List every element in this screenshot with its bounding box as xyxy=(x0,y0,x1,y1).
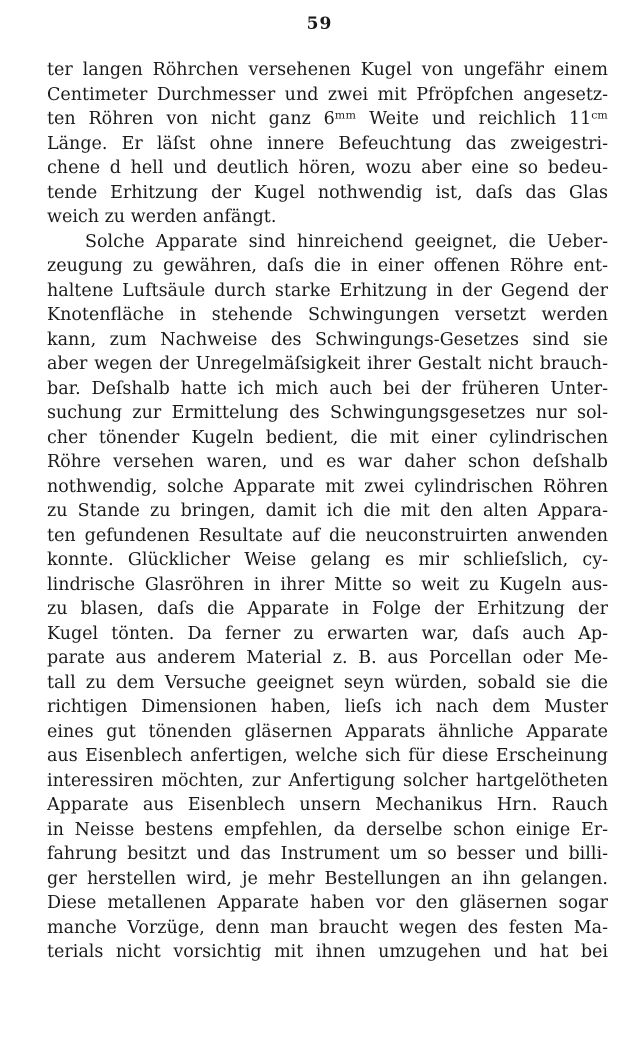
text-line: zu blasen, daſs die Apparate in Folge der Erhitzung der xyxy=(47,599,608,619)
text-line: ter langen Röhrchen versehenen Kugel von ungefähr einem xyxy=(47,60,608,80)
text-line: kann, zum Nachweise des Schwingungs-Gesetzes sind sie xyxy=(47,329,608,350)
text-line: interessiren möchten, zur Anfertigung solcher hartgelötheten xyxy=(47,770,608,791)
text-line: Apparate aus Eisenblech unsern Mechanikus Hrn. Rauch xyxy=(47,795,608,815)
text-line: Kugel tönten. Da ferner zu erwarten war, daſs auch Ap- xyxy=(47,623,608,644)
text-line: in Neisse bestens empfehlen, da derselbe schon einige Er- xyxy=(47,819,608,840)
text-line: zeugung zu gewähren, daſs die in einer offenen Röhre ent- xyxy=(47,256,608,276)
text-line: haltene Luftsäule durch starke Erhitzung in der Gegend der xyxy=(47,280,608,301)
text-line: weich zu werden anfängt. xyxy=(47,207,277,227)
text-line: Röhre versehen waren, und es war daher schon deſshalb xyxy=(47,452,608,472)
text-line: suchung zur Ermittelung des Schwingungsgesetzes nur sol- xyxy=(47,403,608,423)
page-number: 59 xyxy=(306,14,333,34)
text-line: aus Eisenblech anfertigen, welche sich für diese Erscheinung xyxy=(47,746,608,766)
text-line: nothwendig, solche Apparate mit zwei cylindrischen Röhren xyxy=(47,476,608,497)
text-line: fahrung besitzt und das Instrument um so besser und billi- xyxy=(47,844,608,864)
text-line: cher tönender Kugeln bedient, die mit einer cylindrischen xyxy=(47,427,608,448)
text-line: eines gut tönenden gläsernen Apparats ähnliche Apparate xyxy=(47,721,608,742)
text-line: parate aus anderem Material z. B. aus Porcellan oder Me- xyxy=(47,648,608,668)
text-line: terials nicht vorsichtig mit ihnen umzugehen und hat bei xyxy=(47,942,608,962)
text-line: manche Vorzüge, denn man braucht wegen des festen Ma- xyxy=(47,917,608,938)
text-line: konnte. Glücklicher Weise gelang es mir schlieſslich, cy- xyxy=(47,550,608,570)
text-line: Centimeter Durchmesser und zwei mit Pfröpfchen angesetz- xyxy=(47,84,608,105)
text-line: ten gefundenen Resultate auf die neuconstruirten anwenden xyxy=(47,525,608,546)
text-line: tall zu dem Versuche geeignet seyn würden, sobald sie die xyxy=(47,672,608,693)
text-line: ten Röhren von nicht ganz 6ᵐᵐ Weite und reichlich 11ᶜᵐ xyxy=(47,109,608,129)
text-line: richtigen Dimensionen haben, lieſs ich nach dem Muster xyxy=(47,697,608,717)
text-line: chene d hell und deutlich hören, wozu aber eine so bedeu- xyxy=(47,158,608,178)
text-line: aber wegen der Unregelmäſsigkeit ihrer Gestalt nicht brauch- xyxy=(47,354,608,374)
text-line: Knotenfläche in stehende Schwingungen versetzt werden xyxy=(47,305,608,325)
text-line: zu Stande zu bringen, damit ich die mit den alten Appara- xyxy=(47,501,608,521)
text-line: tende Erhitzung der Kugel nothwendig ist, daſs das Glas xyxy=(47,182,608,203)
text-line: bar. Deſshalb hatte ich mich auch bei der früheren Unter- xyxy=(47,378,608,399)
body-text xyxy=(47,58,608,965)
text-line: Solche Apparate sind hinreichend geeignet, die Ueber- xyxy=(85,231,608,252)
text-line: Länge. Er läſst ohne innere Befeuchtung das zweigestri- xyxy=(47,133,608,154)
text-line: Diese metallenen Apparate haben vor den gläsernen sogar xyxy=(47,893,608,913)
text-line: lindrische Glasröhren in ihrer Mitte so weit zu Kugeln aus- xyxy=(47,574,608,595)
text-line: ger herstellen wird, je mehr Bestellungen an ihn gelangen. xyxy=(47,868,608,889)
